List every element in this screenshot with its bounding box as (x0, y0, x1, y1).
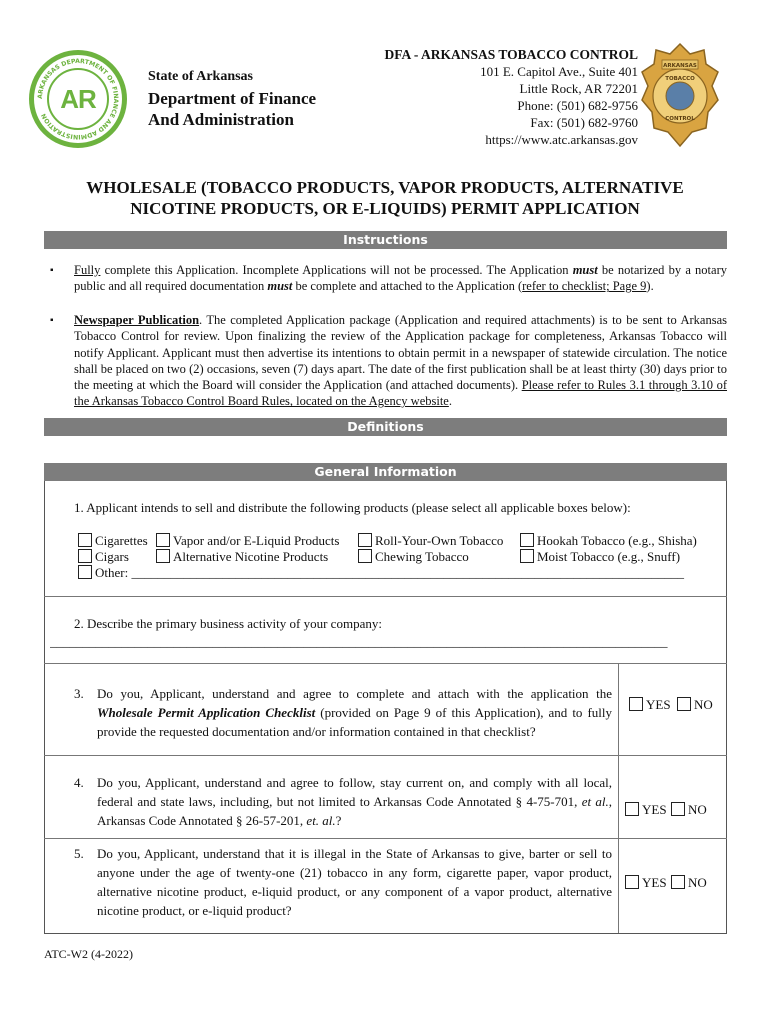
form-number: ATC-W2 (4-2022) (44, 947, 133, 961)
question-4-text-b: , Arkansas Code Annotated § 26-57-201, (97, 794, 613, 828)
checkbox-icon[interactable] (520, 549, 534, 563)
instruction-1-emphasis-b: must (267, 279, 293, 294)
q5-no-checkbox[interactable] (671, 875, 707, 891)
checkbox-ryo-label: Roll-Your-Own Tobacco (375, 533, 504, 548)
checkbox-other-label: Other: (95, 565, 129, 580)
checkbox-icon[interactable] (520, 533, 534, 547)
question-4-text-c: ? (335, 813, 342, 828)
phone: Phone: (501) 682-9756 (517, 98, 638, 113)
agency-name: DFA - ARKANSAS TOBACCO CONTROL (384, 47, 638, 62)
checkbox-other[interactable] (78, 565, 718, 581)
divider (44, 663, 727, 664)
q3-no-checkbox[interactable] (677, 697, 713, 713)
business-activity-input-line[interactable]: _______________________________________________________________________________________________ (50, 634, 668, 649)
checkbox-icon[interactable] (156, 549, 170, 563)
instruction-2 (74, 312, 727, 410)
checkbox-icon[interactable] (358, 533, 372, 547)
question-3-emphasis: Wholesale Permit Application Checklist (97, 705, 316, 720)
checkbox-icon[interactable] (78, 533, 92, 547)
checkbox-icon[interactable] (625, 802, 639, 816)
q4-no-checkbox[interactable] (671, 802, 707, 818)
fax: Fax: (501) 682-9760 (530, 115, 638, 130)
q3-no-label: NO (694, 697, 713, 712)
checklist-reference-link[interactable]: refer to checklist; Page 9 (522, 279, 647, 294)
instruction-1 (74, 262, 727, 295)
svg-text:ARKANSAS DEPARTMENT OF FINANCE: ARKANSAS DEPARTMENT OF FINANCE AND ADMINISTRATION (36, 57, 120, 141)
form-title-line-1: WHOLESALE (TOBACCO PRODUCTS, VAPOR PRODUCTS, ALTERNATIVE (86, 178, 684, 197)
q3-yes-label: YES (646, 697, 671, 712)
checkbox-cigars-label: Cigars (95, 549, 129, 564)
question-3-text-b: (provided on Page 9 of this Application), and to fully provide the requested documentation and/or information contained in that checklist? (97, 705, 612, 739)
bullet-icon: ▪ (50, 265, 54, 276)
question-4-emphasis-a: et al. (581, 794, 609, 809)
question-4 (97, 773, 612, 830)
divider (44, 755, 727, 756)
checkbox-icon[interactable] (358, 549, 372, 563)
q4-yes-checkbox[interactable] (625, 802, 667, 818)
question-5: Do you, Applicant, understand that it is illegal in the State of Arkansas to give, barter or sell to anyone under the age of twenty-one (21) tobacco in any form, cigarette paper, vapor product, alternative nicotine product, e-liquid product, or any component of a vapor product, alternative nicotine product, or e-liquid product? (97, 846, 612, 918)
checkbox-icon[interactable] (671, 802, 685, 816)
checkbox-chewing-label: Chewing Tobacco (375, 549, 469, 564)
checkbox-icon[interactable] (156, 533, 170, 547)
checkbox-vapor-label: Vapor and/or E-Liquid Products (173, 533, 340, 548)
instruction-1-text-a: complete this Application. Incomplete Applications will not be processed. The Application (100, 263, 573, 277)
definitions-header[interactable]: Definitions (44, 418, 727, 436)
state-name: State of Arkansas (148, 69, 254, 84)
instruction-1-text-b: be notarized by a notary public and all required documentation (74, 263, 727, 294)
department-name (148, 88, 316, 130)
instruction-1-text-d: ). (646, 279, 654, 294)
checkbox-icon[interactable] (671, 875, 685, 889)
question-4-emphasis-b: et. al. (306, 813, 336, 828)
checkbox-hookah-label: Hookah Tobacco (e.g., Shisha) (537, 533, 697, 548)
seal-ar-text: AR (60, 83, 96, 114)
question-3-number: 3. (74, 686, 84, 701)
question-1: 1. Applicant intends to sell and distribute the following products (please select all applicable boxes below): (74, 500, 631, 515)
question-2: 2. Describe the primary business activity of your company: (74, 616, 382, 631)
instruction-2-text-a: . The completed Application package (Application and required attachments) is to be sent to Arkansas Tobacco Control for review. Upon finalizing the review of the Application package for completeness, Arkansas Tobacco will notify Applicant. Applicant must then advertise its intentions to obtain permit in a newspaper of statewide circulation. The notice shall be placed on two (2) occasions, seven (7) days apart. The date of the first publication shall be at least thirty (30) days prior to the meeting at which the Board will consider the Application (and attached documents). (74, 313, 727, 393)
address-line-1: 101 E. Capitol Ave., Suite 401 (480, 64, 638, 79)
newspaper-publication-heading: Newspaper Publication (74, 313, 200, 327)
checkbox-icon[interactable] (78, 565, 92, 579)
q3-yes-checkbox[interactable] (629, 697, 671, 713)
bullet-icon: ▪ (50, 315, 54, 326)
q5-yes-checkbox[interactable] (625, 875, 667, 891)
department-line-1: Department of Finance (148, 89, 317, 108)
question-4-number: 4. (74, 775, 84, 790)
website-link[interactable]: https://www.atc.arkansas.gov (485, 132, 638, 147)
general-information-header: General Information (44, 463, 727, 481)
q4-no-label: NO (688, 802, 707, 817)
checkbox-moist-tobacco[interactable] (520, 549, 680, 565)
q4-yes-label: YES (642, 802, 667, 817)
instruction-1-underline-a: Fully (74, 263, 101, 277)
question-5-number: 5. (74, 846, 84, 861)
checkbox-roll-your-own[interactable] (358, 533, 503, 549)
form-title-line-2: NICOTINE PRODUCTS, OR E-LIQUIDS) PERMIT APPLICATION (130, 199, 640, 218)
form-title (40, 177, 730, 219)
svg-text:CONTROL: CONTROL (665, 116, 695, 122)
checkbox-moist-label: Moist Tobacco (e.g., Snuff) (537, 549, 681, 564)
question-4-text-a: Do you, Applicant, understand and agree to follow, stay current on, and comply with all local, federal and state laws, including, but not limited to Arkansas Code Annotated § 4-75-701, (97, 775, 612, 809)
question-3-text-a: Do you, Applicant, understand and agree to complete and attach with the application the (97, 686, 612, 701)
checkbox-chewing-tobacco[interactable] (358, 549, 469, 565)
divider (44, 596, 727, 597)
svg-text:ARKANSAS: ARKANSAS (663, 63, 697, 69)
q5-yes-label: YES (642, 875, 667, 890)
checkbox-alternative-nicotine[interactable] (156, 549, 328, 565)
instruction-1-emphasis-a: must (572, 263, 598, 277)
address-line-2: Little Rock, AR 72201 (519, 81, 638, 96)
instruction-2-text-b: . (448, 394, 452, 409)
rules-reference-link[interactable]: Please refer to Rules 3.1 through 3.10 of the Arkansas Tobacco Control Board Rules, located on the Agency website (74, 378, 728, 409)
dfa-seal-logo (29, 50, 127, 148)
checkbox-icon[interactable] (625, 875, 639, 889)
question-3 (97, 684, 612, 741)
checkbox-icon[interactable] (629, 697, 643, 711)
checkbox-icon[interactable] (677, 697, 691, 711)
checkbox-cigarettes-label: Cigarettes (95, 533, 148, 548)
checkbox-alt-label: Alternative Nicotine Products (173, 549, 329, 564)
agency-address-block (384, 46, 638, 148)
checkbox-hookah[interactable] (520, 533, 697, 549)
instructions-header: Instructions (44, 231, 727, 249)
other-input-line[interactable]: _____________________________________________________________________________________ (131, 565, 684, 580)
answer-column-divider (618, 663, 619, 933)
checkbox-icon[interactable] (78, 549, 92, 563)
checkbox-vapor[interactable] (156, 533, 339, 549)
seal-center (47, 68, 109, 130)
q5-no-label: NO (688, 875, 707, 890)
instruction-1-text-c: be complete and attached to the Application ( (292, 279, 523, 294)
department-line-2: And Administration (148, 110, 294, 129)
svg-text:TOBACCO: TOBACCO (665, 76, 695, 82)
tobacco-control-badge-icon (640, 40, 720, 150)
checkbox-cigarettes[interactable] (78, 533, 148, 549)
divider (44, 838, 727, 839)
checkbox-cigars[interactable] (78, 549, 129, 565)
